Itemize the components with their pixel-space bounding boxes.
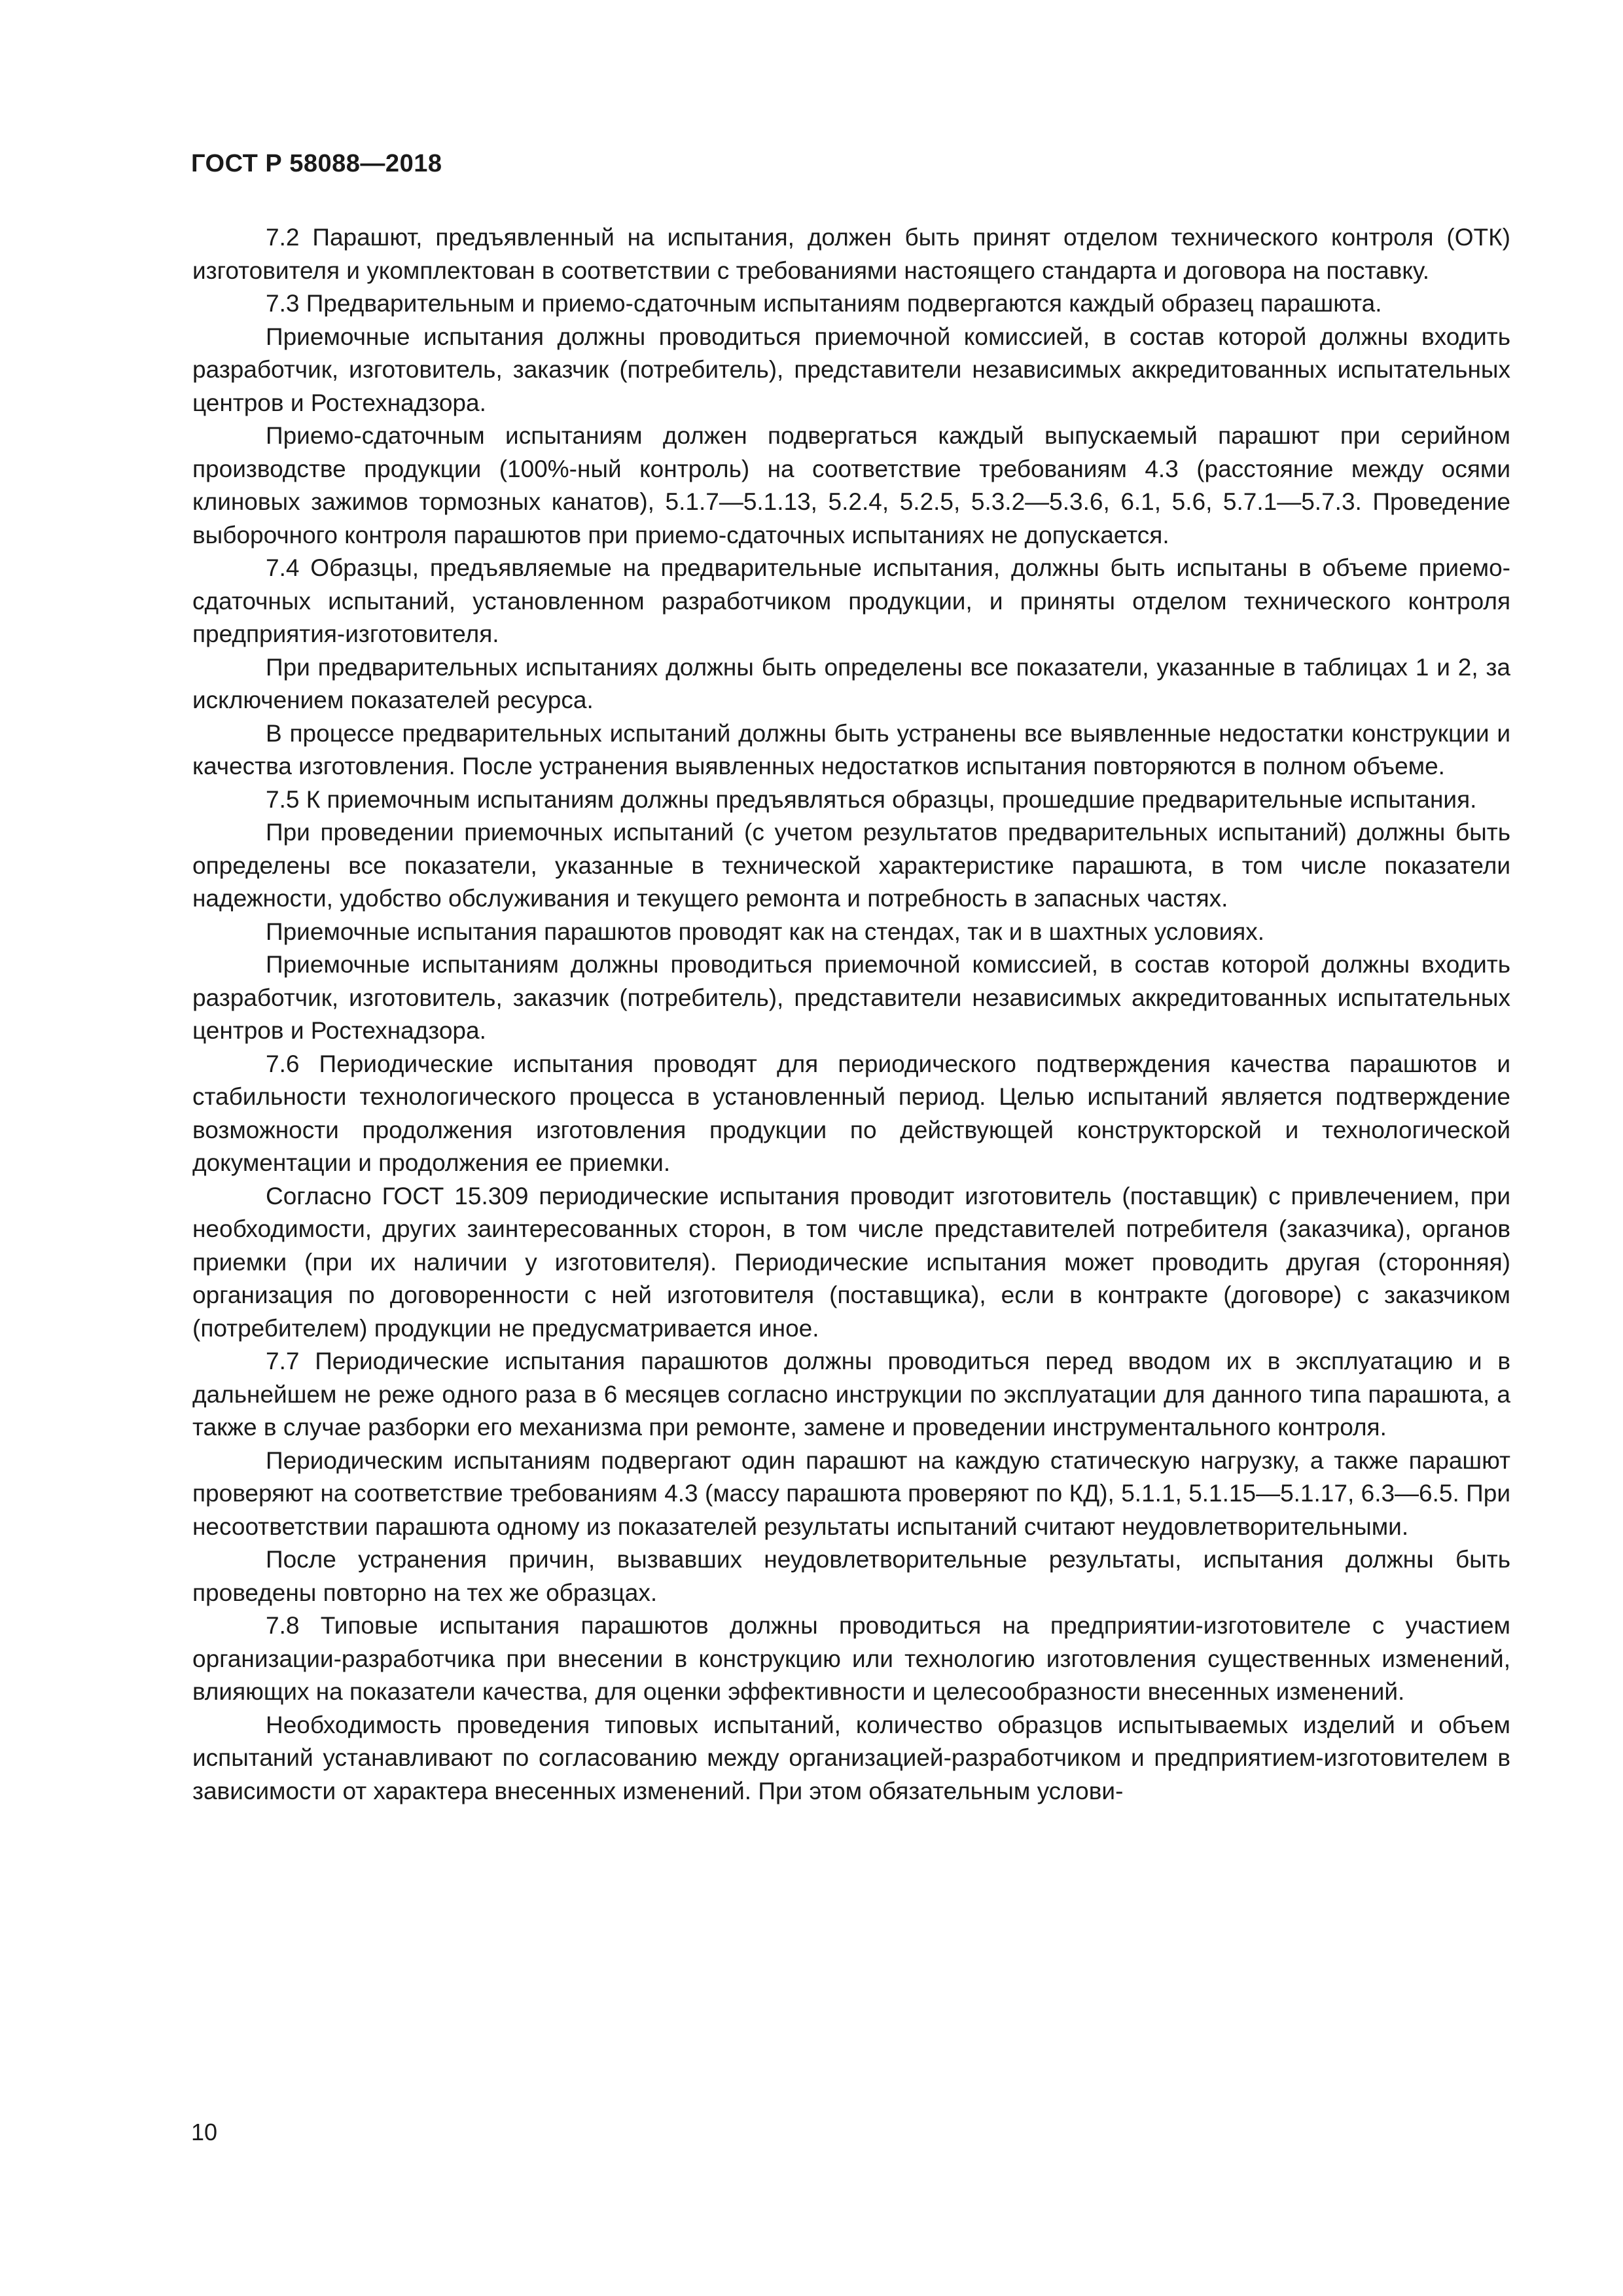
paragraph-acceptance-commission: Приемочные испытания должны проводиться приемочной комиссией, в состав которой должны входить разработчик, изготовитель, заказчик (потребитель), представители независимых аккредитованных испытательных центров и Ростехнадзора. [192,323,1510,416]
paragraph-preliminary-indicators: При предварительных испытаниях должны быть определены все показатели, указанные в таблицах 1 и 2, за исключением показателей ресурса. [192,653,1510,713]
paragraph-7-7: 7.7 Периодические испытания парашютов должны проводиться перед вводом их в эксплуатацию и в дальнейшем не реже одного раза в 6 месяцев согласно инструкции по эксплуатации для данного типа парашюта, а также в случае разборки его механизма при ремонте, замене и проведении инструментального контроля. [192,1348,1510,1441]
paragraph-test-conditions: Приемочные испытания парашютов проводят как на стендах, так и в шахтных условиях. [266,918,1265,945]
page-number: 10 [191,2119,218,2145]
paragraph-acceptance-indicators: При проведении приемочных испытаний (с учетом результатов предварительных испытаний) должны быть определены все показатели, указанные в технической характеристике парашюта, в том числе показатели надежности, удобство обслуживания и текущего ремонта и потребность в запасных частях. [192,819,1510,912]
paragraph-repeat-tests: После устранения причин, вызвавших неудовлетворительные результаты, испытания должны быть проведены повторно на тех же образцах. [192,1546,1510,1606]
paragraph-type-tests: Необходимость проведения типовых испытаний, количество образцов испытываемых изделий и объем испытаний устанавливают по согласованию между организацией-разработчиком и предприятием-изготовителем в зависимости от характера внесенных изменений. При этом обязательным услови- [192,1711,1510,1804]
paragraph-periodic-tests: Периодическим испытаниям подвергают один парашют на каждую статическую нагрузку, а также парашют проверяют на соответствие требованиям 4.3 (массу парашюта проверяют по КД), 5.1.1, 5.1.15—5.1.17, 6.3—6.5. При несоответствии парашюта одному из показателей результаты испытаний считают неудовлетворительными. [192,1446,1510,1540]
paragraph-gost-15-309: Согласно ГОСТ 15.309 периодические испытания проводит изготовитель (поставщик) с привлечением, при необходимости, других заинтересованных сторон, в том числе представителей потребителя (заказчика), органов приемки (при их наличии у изготовителя). Периодические испытания может проводить другая (сторонняя) организация по договоренности с ней изготовителя (поставщика), если в контракте (договоре) с заказчиком (потребителем) продукции не предусматривается иное. [192,1182,1510,1342]
paragraph-defect-elimination: В процессе предварительных испытаний должны быть устранены все выявленные недостатки конструкции и качества изготовления. После устранения выявленных недостатков испытания повторяются в полном объеме. [192,719,1510,780]
paragraph-7-2: 7.2 Парашют, предъявленный на испытания, должен быть принят отделом технического контроля (ОТК) изготовителя и укомплектован в соответствии с требованиями настоящего стандарта и договора на поставку. [192,224,1510,284]
paragraph-7-5: 7.5 К приемочным испытаниям должны предъявляться образцы, прошедшие предварительные испытания. [266,785,1477,813]
paragraph-7-8: 7.8 Типовые испытания парашютов должны проводиться на предприятии-изготовителе с участием организации-разработчика при внесении в конструкцию или технологию изготовления существенных изменений, влияющих на показатели качества, для оценки эффективности и целесообразности внесенных изменений. [192,1612,1510,1705]
paragraph-delivery-tests: Приемо-сдаточным испытаниям должен подвергаться каждый выпускаемый парашют при серийном производстве продукции (100%-ный контроль) на соответствие требованиям 4.3 (расстояние между осями клиновых зажимов тормозных канатов), 5.1.7—5.1.13, 5.2.4, 5.2.5, 5.3.2—5.3.6, 6.1, 5.6, 5.7.1—5.7.3. Проведение выборочного контроля парашютов при приемо-сдаточных испытаниях не допускается. [192,422,1510,548]
document-code-header: ГОСТ Р 58088—2018 [191,150,442,177]
paragraph-7-4: 7.4 Образцы, предъявляемые на предварительные испытания, должны быть испытаны в объеме приемо-сдаточных испытаний, установленном разработчиком продукции, и приняты отделом технического контроля предприятия-изготовителя. [192,554,1510,647]
document-body [192,221,1510,1808]
paragraph-acceptance-commission-2: Приемочные испытаниям должны проводиться приемочной комиссией, в состав которой должны входить разработчик, изготовитель, заказчик (потребитель), представители независимых аккредитованных испытательных центров и Ростехнадзора. [192,951,1510,1044]
paragraph-7-3: 7.3 Предварительным и приемо-сдаточным испытаниям подвергаются каждый образец парашюта. [266,290,1382,317]
paragraph-7-6: 7.6 Периодические испытания проводят для периодического подтверждения качества парашютов и стабильности технологического процесса в установленный период. Целью испытаний является подтверждение возможности продолжения изготовления продукции по действующей конструкторской и технологической документации и продолжения ее приемки. [192,1050,1510,1176]
